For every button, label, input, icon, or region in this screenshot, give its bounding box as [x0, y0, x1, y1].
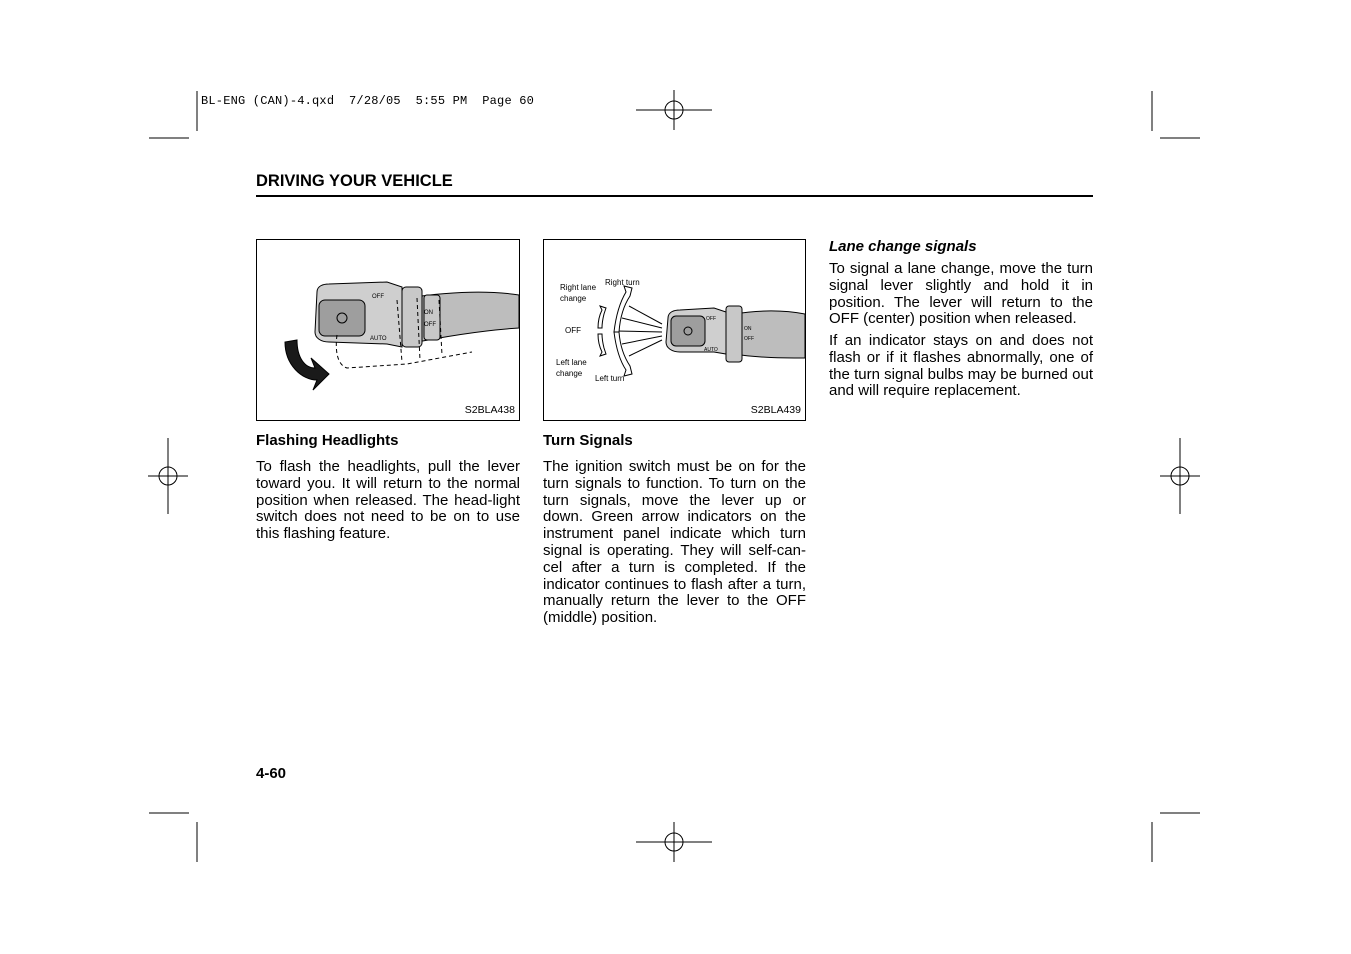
page-number: 4-60 — [256, 765, 287, 782]
heading-turn-signals: Turn Signals — [543, 432, 633, 449]
label-left-lane-1: Left lane — [556, 358, 587, 367]
label-right-lane-1: Right lane — [560, 283, 597, 292]
label-sw-off2: OFF — [744, 336, 754, 342]
label-on: ON — [424, 310, 433, 316]
header-rule — [256, 195, 1093, 197]
label-right-turn: Right turn — [605, 278, 640, 287]
body-lane-change-2: If an indicator stays on and does not flash or if it flashes abnormally, one of the turn signal bulbs may be burned out and will require replacement. — [829, 332, 1093, 400]
heading-lane-change-signals: Lane change signals — [829, 238, 977, 255]
label-auto: AUTO — [370, 336, 387, 342]
body-flashing-headlights: To flash the headlights, pull the lever toward you. It will return to the normal position when released. The head-light switch does not need to be on to use this flashing feature. — [256, 458, 520, 543]
label-right-lane-2: change — [560, 294, 587, 303]
label-sw-on: ON — [744, 326, 752, 332]
figure-code: S2BLA439 — [750, 404, 801, 416]
label-sw-off: OFF — [706, 316, 716, 322]
heading-flashing-headlights: Flashing Headlights — [256, 432, 399, 449]
figure-code: S2BLA438 — [464, 404, 515, 416]
section-title: DRIVING YOUR VEHICLE — [256, 172, 453, 190]
lever-illustration — [257, 240, 519, 420]
label-off2: OFF — [424, 322, 436, 328]
label-sw-auto: AUTO — [704, 347, 718, 353]
label-left-lane-2: change — [556, 369, 583, 378]
label-left-turn: Left turn — [595, 374, 625, 383]
turn-signal-illustration — [544, 240, 805, 420]
figure-turn-signals — [543, 239, 806, 421]
file-slug: BL-ENG (CAN)-4.qxd 7/28/05 5:55 PM Page 60 — [201, 94, 535, 108]
body-lane-change-1: To signal a lane change, move the turn signal lever slightly and hold it in position. The lever will return to the OFF (center) position when released. — [829, 260, 1093, 328]
label-off: OFF — [565, 326, 581, 335]
label-off: OFF — [372, 294, 384, 300]
figure-flashing-headlights — [256, 239, 520, 421]
body-turn-signals: The ignition switch must be on for the turn signals to function. To turn on the turn signals, move the lever up or down. Green arrow indicators on the instrument panel indicate which turn signal is operating. They will self-can-cel after a turn is completed. If the indicator continues to flash after a turn, manually return the lever to the OFF (middle) position. — [543, 458, 806, 627]
